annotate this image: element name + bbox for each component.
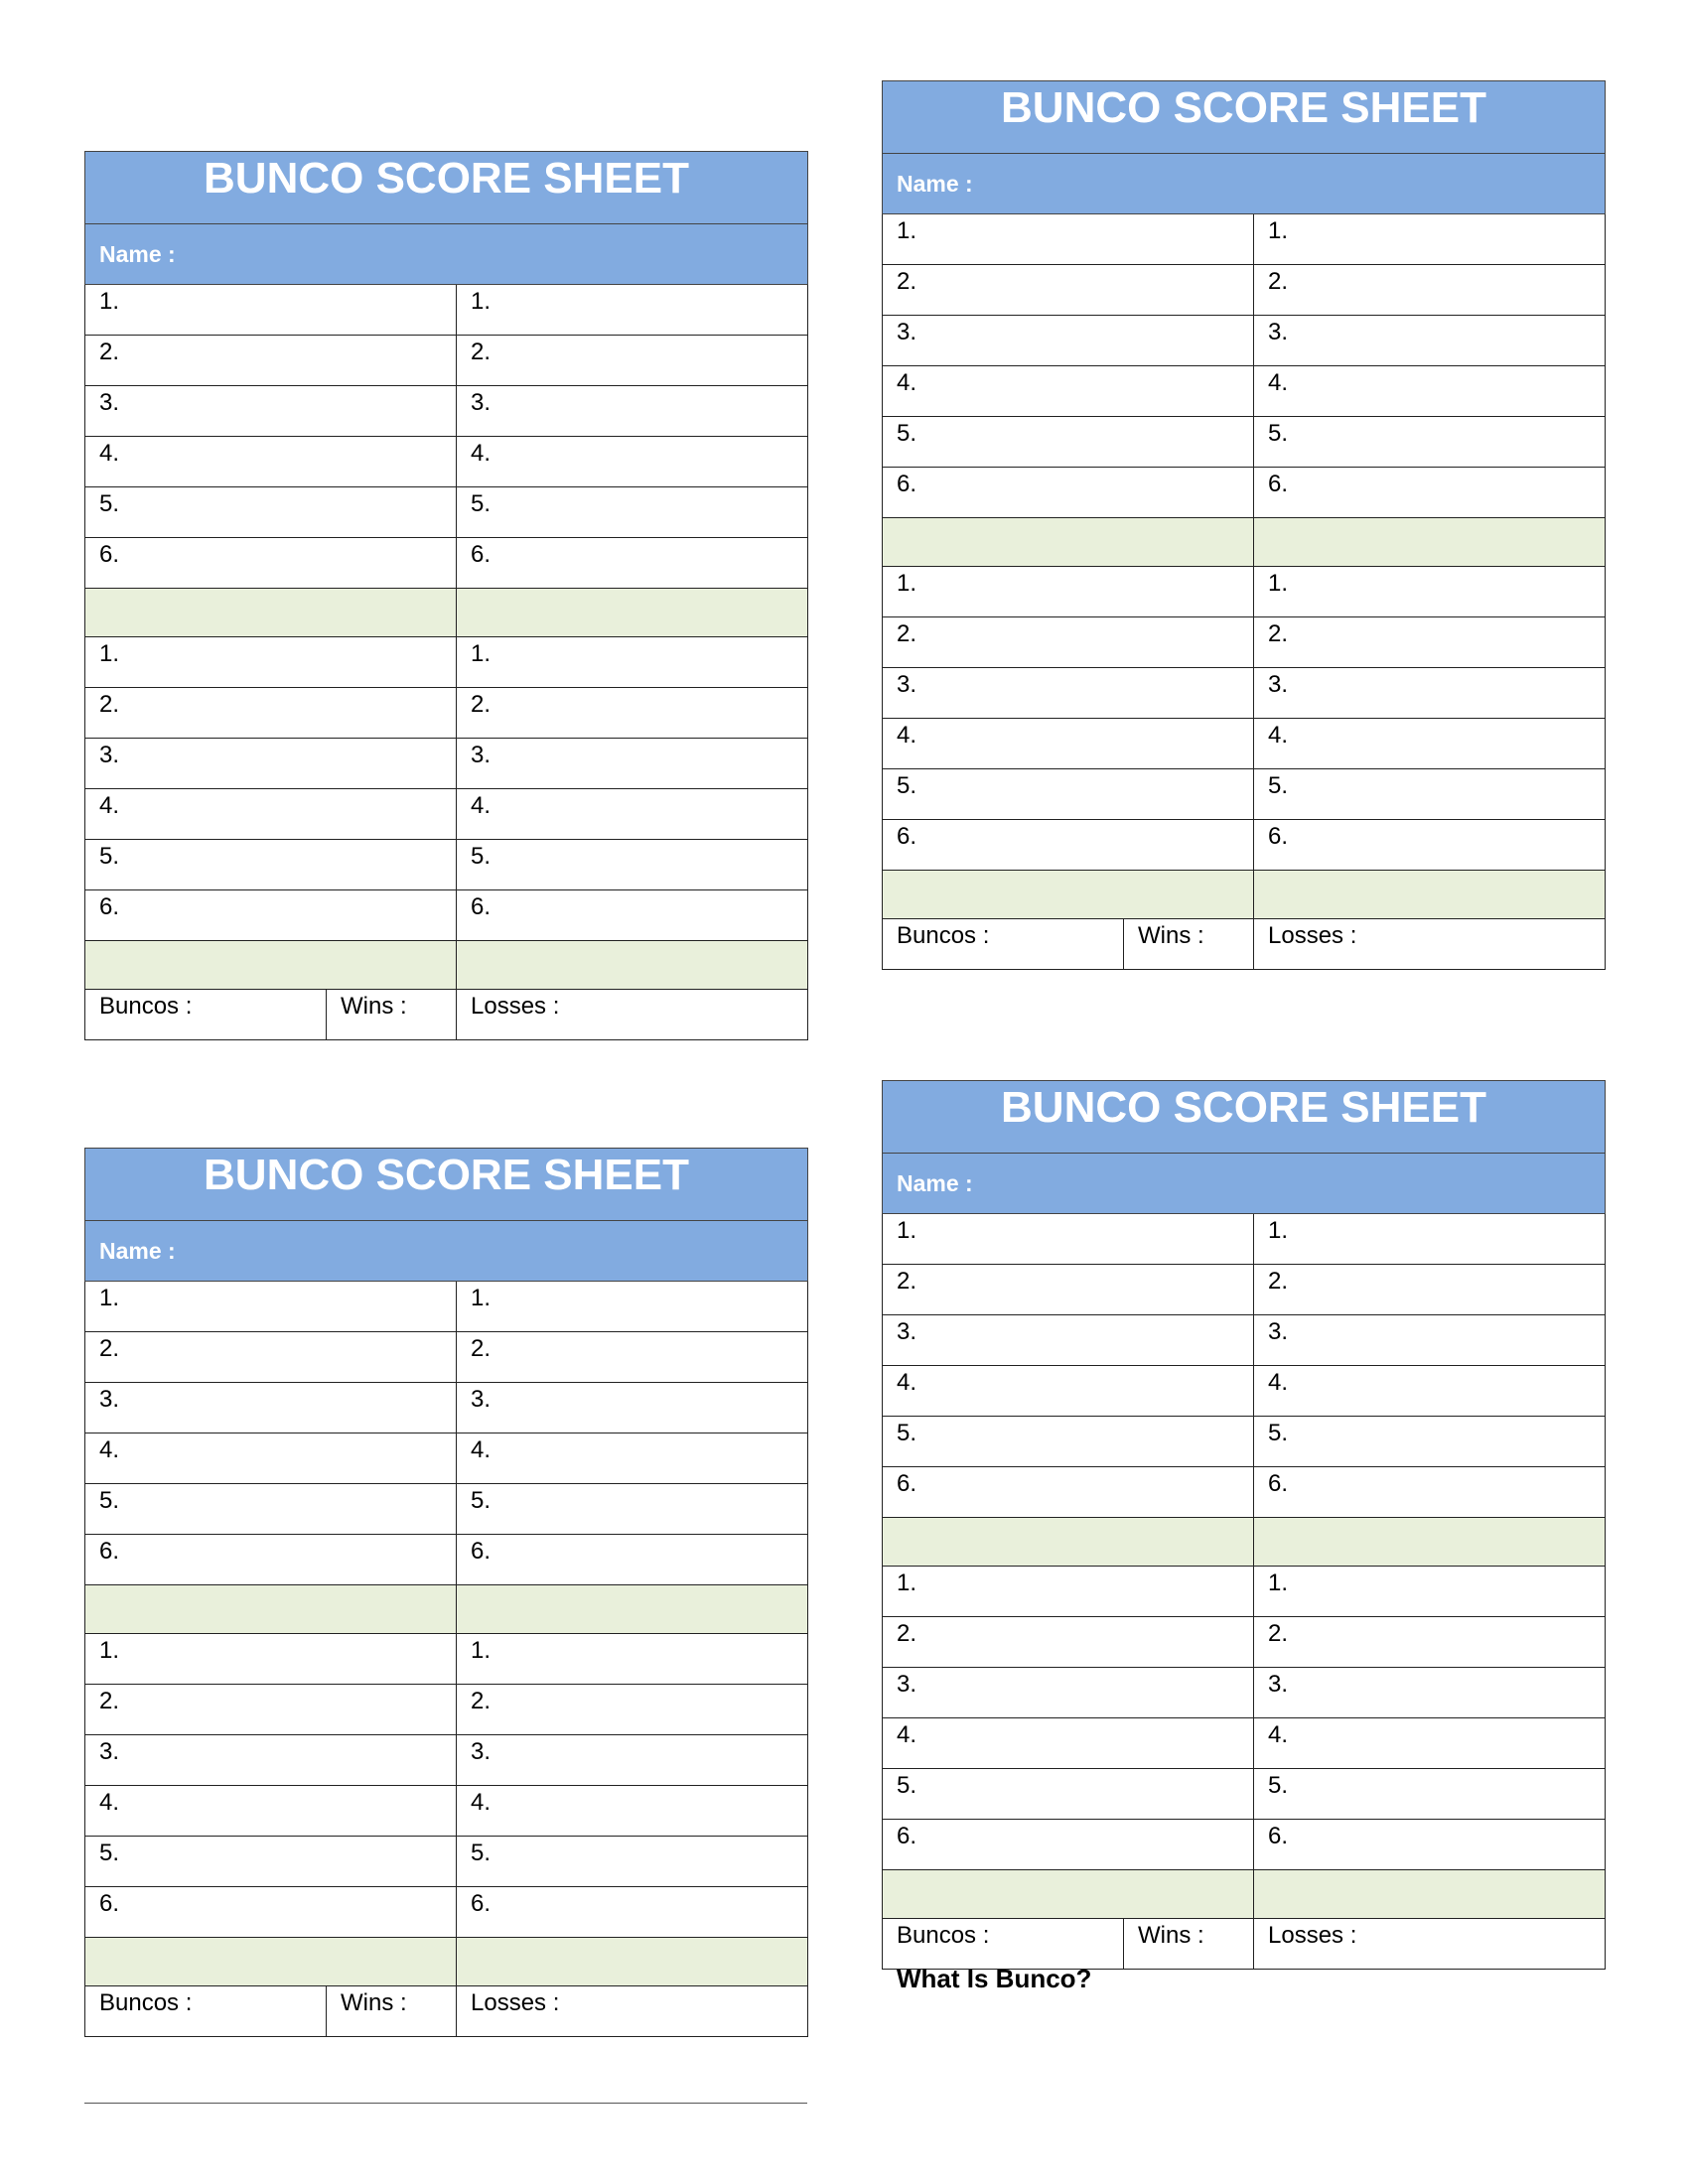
score-row bbox=[883, 417, 1606, 468]
score-row bbox=[883, 567, 1606, 617]
score-cell-left[interactable]: 4. bbox=[883, 1718, 1254, 1769]
score-cell-left[interactable]: 3. bbox=[85, 1383, 457, 1433]
score-sheet-1 bbox=[84, 151, 808, 1040]
score-row bbox=[883, 820, 1606, 871]
score-cell-right[interactable]: 6. bbox=[457, 890, 808, 941]
score-sheet-2 bbox=[882, 80, 1606, 970]
score-row bbox=[883, 1315, 1606, 1366]
score-cell-left[interactable]: 2. bbox=[85, 1685, 457, 1735]
name-row bbox=[883, 154, 1606, 214]
score-row bbox=[883, 1718, 1606, 1769]
score-cell-left[interactable]: 1. bbox=[883, 567, 1254, 617]
score-cell-right[interactable]: 3. bbox=[457, 739, 808, 789]
score-cell-right[interactable]: 2. bbox=[1254, 617, 1606, 668]
score-cell-right[interactable]: 4. bbox=[457, 789, 808, 840]
score-row bbox=[883, 1820, 1606, 1870]
score-row bbox=[883, 265, 1606, 316]
score-cell-right[interactable]: 4. bbox=[457, 437, 808, 487]
sheet-title-row bbox=[883, 1081, 1606, 1154]
score-row bbox=[85, 1332, 808, 1383]
losses-field[interactable]: Losses : bbox=[457, 990, 808, 1040]
score-cell-right[interactable]: 4. bbox=[1254, 1718, 1606, 1769]
wins-field[interactable]: Wins : bbox=[1124, 919, 1254, 970]
score-cell-right[interactable]: 3. bbox=[457, 386, 808, 437]
buncos-field[interactable]: Buncos : bbox=[85, 1986, 327, 2037]
sheet-title-row bbox=[883, 81, 1606, 154]
score-row bbox=[85, 1433, 808, 1484]
score-cell-left[interactable]: 6. bbox=[85, 1887, 457, 1938]
score-row bbox=[883, 468, 1606, 518]
score-cell-left[interactable]: 6. bbox=[883, 468, 1254, 518]
sheet-title-row bbox=[85, 1149, 808, 1221]
score-row bbox=[85, 840, 808, 890]
score-row bbox=[883, 617, 1606, 668]
subtotal-cell-right[interactable] bbox=[1254, 518, 1606, 567]
score-row bbox=[85, 1887, 808, 1938]
score-row bbox=[85, 739, 808, 789]
subtotal-row bbox=[85, 589, 808, 637]
score-row bbox=[883, 719, 1606, 769]
score-cell-right[interactable]: 6. bbox=[1254, 1820, 1606, 1870]
score-cell-left[interactable]: 2. bbox=[85, 336, 457, 386]
name-field[interactable]: Name : bbox=[85, 224, 808, 285]
score-cell-left[interactable]: 3. bbox=[85, 386, 457, 437]
subtotal-row bbox=[883, 1518, 1606, 1567]
subtotal-row bbox=[883, 518, 1606, 567]
subtotal-cell-right[interactable] bbox=[457, 589, 808, 637]
totals-row bbox=[883, 1919, 1606, 1970]
name-field[interactable]: Name : bbox=[85, 1221, 808, 1282]
score-cell-left[interactable]: 3. bbox=[883, 668, 1254, 719]
score-cell-left[interactable]: 3. bbox=[85, 739, 457, 789]
subtotal-cell-left[interactable] bbox=[883, 1870, 1254, 1919]
subtotal-cell-left[interactable] bbox=[85, 589, 457, 637]
score-cell-left[interactable]: 3. bbox=[883, 1668, 1254, 1718]
score-cell-right[interactable]: 6. bbox=[1254, 1467, 1606, 1518]
score-cell-right[interactable]: 2. bbox=[457, 336, 808, 386]
score-cell-right[interactable]: 5. bbox=[457, 840, 808, 890]
totals-row bbox=[85, 990, 808, 1040]
score-cell-left[interactable]: 5. bbox=[883, 417, 1254, 468]
subtotal-cell-right[interactable] bbox=[457, 1938, 808, 1986]
score-cell-left[interactable]: 6. bbox=[85, 890, 457, 941]
subtotal-row bbox=[85, 1938, 808, 1986]
score-cell-left[interactable]: 2. bbox=[883, 1617, 1254, 1668]
score-row bbox=[85, 386, 808, 437]
score-cell-left[interactable]: 4. bbox=[85, 437, 457, 487]
score-sheet-3 bbox=[84, 1148, 808, 2037]
score-cell-left[interactable]: 6. bbox=[883, 820, 1254, 871]
score-cell-right[interactable]: 1. bbox=[1254, 214, 1606, 265]
score-cell-left[interactable]: 1. bbox=[85, 285, 457, 336]
score-row bbox=[85, 789, 808, 840]
subtotal-cell-right[interactable] bbox=[1254, 1870, 1606, 1919]
subtotal-cell-right[interactable] bbox=[457, 1585, 808, 1634]
score-row bbox=[883, 1417, 1606, 1467]
subtotal-row bbox=[85, 941, 808, 990]
score-cell-right[interactable]: 5. bbox=[457, 1837, 808, 1887]
score-cell-left[interactable]: 1. bbox=[883, 1567, 1254, 1617]
score-cell-right[interactable]: 1. bbox=[1254, 1214, 1606, 1265]
score-cell-left[interactable]: 4. bbox=[883, 366, 1254, 417]
subtotal-row bbox=[883, 1870, 1606, 1919]
subtotal-cell-right[interactable] bbox=[1254, 871, 1606, 919]
score-row bbox=[85, 1282, 808, 1332]
score-row bbox=[883, 769, 1606, 820]
subtotal-row bbox=[883, 871, 1606, 919]
score-cell-right[interactable]: 3. bbox=[1254, 1315, 1606, 1366]
score-row bbox=[85, 688, 808, 739]
score-row bbox=[883, 1366, 1606, 1417]
score-row bbox=[85, 1484, 808, 1535]
score-row bbox=[883, 668, 1606, 719]
score-row bbox=[85, 437, 808, 487]
score-cell-right[interactable]: 6. bbox=[1254, 468, 1606, 518]
score-cell-right[interactable]: 4. bbox=[1254, 366, 1606, 417]
losses-field[interactable]: Losses : bbox=[1254, 1919, 1606, 1970]
score-cell-left[interactable]: 1. bbox=[883, 1214, 1254, 1265]
score-sheet-4 bbox=[882, 1080, 1606, 1970]
losses-field[interactable]: Losses : bbox=[457, 1986, 808, 2037]
score-row bbox=[85, 1837, 808, 1887]
subtotal-cell-right[interactable] bbox=[457, 941, 808, 990]
score-row bbox=[85, 538, 808, 589]
score-cell-right[interactable]: 4. bbox=[1254, 1366, 1606, 1417]
score-cell-left[interactable]: 5. bbox=[85, 487, 457, 538]
score-row bbox=[85, 1383, 808, 1433]
score-cell-left[interactable]: 6. bbox=[883, 1467, 1254, 1518]
wins-field[interactable]: Wins : bbox=[1124, 1919, 1254, 1970]
buncos-field[interactable]: Buncos : bbox=[883, 919, 1124, 970]
score-row bbox=[883, 316, 1606, 366]
score-cell-right[interactable]: 2. bbox=[1254, 265, 1606, 316]
score-cell-left[interactable]: 6. bbox=[85, 538, 457, 589]
score-cell-right[interactable]: 1. bbox=[457, 285, 808, 336]
score-cell-right[interactable]: 5. bbox=[1254, 1417, 1606, 1467]
score-row bbox=[85, 487, 808, 538]
score-cell-right[interactable]: 4. bbox=[1254, 719, 1606, 769]
score-row bbox=[883, 1265, 1606, 1315]
buncos-field[interactable]: Buncos : bbox=[883, 1919, 1124, 1970]
score-cell-left[interactable]: 2. bbox=[883, 617, 1254, 668]
sheet-title: BUNCO SCORE SHEET bbox=[883, 81, 1606, 154]
score-row bbox=[883, 1214, 1606, 1265]
sheet-title-row bbox=[85, 152, 808, 224]
subtotal-row bbox=[85, 1585, 808, 1634]
score-row bbox=[85, 1535, 808, 1585]
totals-row bbox=[85, 1986, 808, 2037]
score-row bbox=[883, 1467, 1606, 1518]
subtotal-cell-left[interactable] bbox=[883, 518, 1254, 567]
score-cell-left[interactable]: 5. bbox=[85, 840, 457, 890]
score-row bbox=[85, 285, 808, 336]
score-cell-left[interactable]: 1. bbox=[85, 1634, 457, 1685]
score-cell-right[interactable]: 5. bbox=[1254, 417, 1606, 468]
wins-field[interactable]: Wins : bbox=[327, 1986, 457, 2037]
score-cell-left[interactable]: 2. bbox=[85, 1332, 457, 1383]
score-cell-right[interactable]: 5. bbox=[457, 1484, 808, 1535]
footer-divider bbox=[84, 2103, 807, 2104]
name-row bbox=[85, 224, 808, 285]
totals-row bbox=[883, 919, 1606, 970]
score-cell-left[interactable]: 4. bbox=[85, 1433, 457, 1484]
score-row bbox=[85, 336, 808, 386]
score-cell-right[interactable]: 6. bbox=[457, 1535, 808, 1585]
score-cell-right[interactable]: 1. bbox=[457, 1634, 808, 1685]
score-row bbox=[85, 890, 808, 941]
name-field[interactable]: Name : bbox=[883, 154, 1606, 214]
score-cell-left[interactable]: 5. bbox=[85, 1837, 457, 1887]
score-row bbox=[883, 214, 1606, 265]
score-cell-right[interactable]: 2. bbox=[457, 1685, 808, 1735]
score-cell-right[interactable]: 2. bbox=[1254, 1617, 1606, 1668]
score-cell-right[interactable]: 1. bbox=[457, 637, 808, 688]
score-cell-right[interactable]: 1. bbox=[1254, 1567, 1606, 1617]
score-cell-right[interactable]: 3. bbox=[1254, 668, 1606, 719]
score-cell-left[interactable]: 5. bbox=[85, 1484, 457, 1535]
score-cell-left[interactable]: 2. bbox=[883, 1265, 1254, 1315]
score-cell-right[interactable]: 6. bbox=[457, 538, 808, 589]
score-cell-right[interactable]: 3. bbox=[1254, 316, 1606, 366]
score-cell-left[interactable]: 2. bbox=[85, 688, 457, 739]
score-cell-left[interactable]: 3. bbox=[85, 1735, 457, 1786]
score-cell-right[interactable]: 5. bbox=[1254, 1769, 1606, 1820]
score-cell-right[interactable]: 1. bbox=[1254, 567, 1606, 617]
subtotal-cell-left[interactable] bbox=[85, 941, 457, 990]
score-cell-right[interactable]: 3. bbox=[457, 1383, 808, 1433]
score-cell-right[interactable]: 2. bbox=[457, 688, 808, 739]
name-row bbox=[85, 1221, 808, 1282]
score-cell-left[interactable]: 4. bbox=[883, 719, 1254, 769]
score-cell-left[interactable]: 4. bbox=[883, 1366, 1254, 1417]
score-cell-left[interactable]: 3. bbox=[883, 316, 1254, 366]
score-cell-right[interactable]: 6. bbox=[457, 1887, 808, 1938]
score-cell-right[interactable]: 5. bbox=[1254, 769, 1606, 820]
score-cell-right[interactable]: 6. bbox=[1254, 820, 1606, 871]
name-row bbox=[883, 1154, 1606, 1214]
score-row bbox=[883, 366, 1606, 417]
score-cell-right[interactable]: 1. bbox=[457, 1282, 808, 1332]
subtotal-cell-right[interactable] bbox=[1254, 1518, 1606, 1567]
score-cell-left[interactable]: 6. bbox=[85, 1535, 457, 1585]
score-cell-left[interactable]: 5. bbox=[883, 1417, 1254, 1467]
name-field[interactable]: Name : bbox=[883, 1154, 1606, 1214]
score-cell-right[interactable]: 2. bbox=[457, 1332, 808, 1383]
score-cell-right[interactable]: 4. bbox=[457, 1786, 808, 1837]
score-cell-left[interactable]: 6. bbox=[883, 1820, 1254, 1870]
score-cell-left[interactable]: 1. bbox=[883, 214, 1254, 265]
losses-field[interactable]: Losses : bbox=[1254, 919, 1606, 970]
score-cell-right[interactable]: 4. bbox=[457, 1433, 808, 1484]
score-cell-right[interactable]: 3. bbox=[1254, 1668, 1606, 1718]
score-row bbox=[85, 1735, 808, 1786]
score-row bbox=[883, 1769, 1606, 1820]
score-row bbox=[85, 1685, 808, 1735]
score-cell-right[interactable]: 5. bbox=[457, 487, 808, 538]
score-cell-left[interactable]: 4. bbox=[85, 789, 457, 840]
what-is-bunco-heading: What Is Bunco? bbox=[897, 1964, 1092, 1993]
wins-field[interactable]: Wins : bbox=[327, 990, 457, 1040]
sheet-title: BUNCO SCORE SHEET bbox=[85, 1149, 808, 1221]
buncos-field[interactable]: Buncos : bbox=[85, 990, 327, 1040]
score-cell-left[interactable]: 5. bbox=[883, 769, 1254, 820]
score-cell-left[interactable]: 1. bbox=[85, 1282, 457, 1332]
subtotal-cell-left[interactable] bbox=[883, 871, 1254, 919]
score-row bbox=[883, 1668, 1606, 1718]
subtotal-cell-left[interactable] bbox=[85, 1938, 457, 1986]
score-cell-left[interactable]: 3. bbox=[883, 1315, 1254, 1366]
score-cell-right[interactable]: 2. bbox=[1254, 1265, 1606, 1315]
score-row bbox=[883, 1617, 1606, 1668]
score-row bbox=[85, 1634, 808, 1685]
sheet-title: BUNCO SCORE SHEET bbox=[85, 152, 808, 224]
subtotal-cell-left[interactable] bbox=[85, 1585, 457, 1634]
subtotal-cell-left[interactable] bbox=[883, 1518, 1254, 1567]
score-cell-left[interactable]: 5. bbox=[883, 1769, 1254, 1820]
score-cell-left[interactable]: 2. bbox=[883, 265, 1254, 316]
score-row bbox=[85, 637, 808, 688]
score-cell-left[interactable]: 1. bbox=[85, 637, 457, 688]
score-row bbox=[883, 1567, 1606, 1617]
sheet-title: BUNCO SCORE SHEET bbox=[883, 1081, 1606, 1154]
score-row bbox=[85, 1786, 808, 1837]
score-cell-left[interactable]: 4. bbox=[85, 1786, 457, 1837]
score-cell-right[interactable]: 3. bbox=[457, 1735, 808, 1786]
